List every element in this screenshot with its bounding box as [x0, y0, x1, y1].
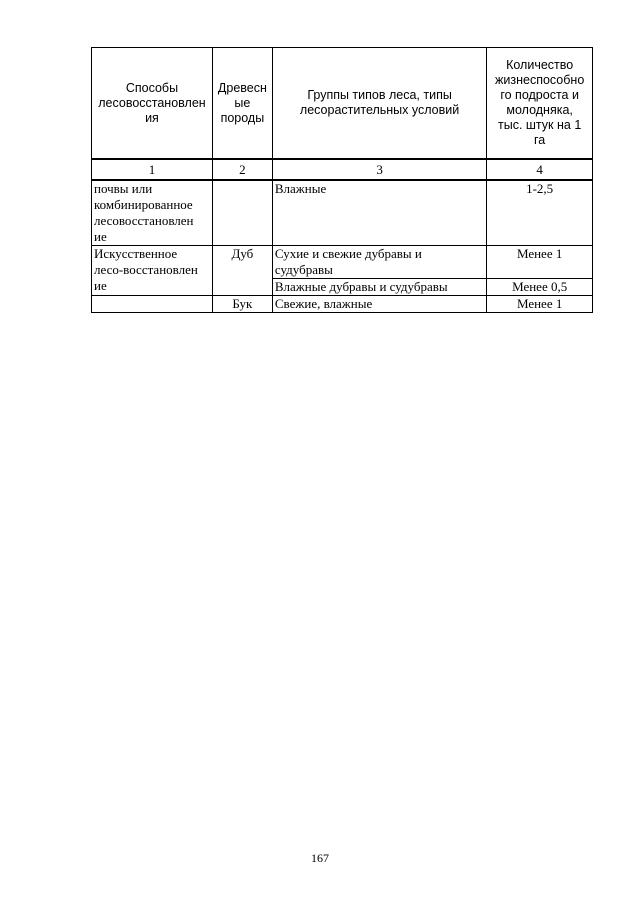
column-number: 4 [487, 159, 593, 180]
header-cell-species: Древесн ые породы [212, 48, 272, 160]
method-cell: почвы или комбинированное лесовосстановлен ие [92, 180, 213, 246]
conditions-cell: Влажные дубравы и судубравы [272, 279, 486, 296]
quantity-cell: Менее 1 [487, 296, 593, 313]
method-cell [92, 296, 213, 313]
quantity-cell: Менее 0,5 [487, 279, 593, 296]
column-number: 2 [212, 159, 272, 180]
header-cell-forest-types: Группы типов леса, типы лесорастительных условий [272, 48, 486, 160]
species-cell: Бук [212, 296, 272, 313]
table-row [92, 180, 593, 246]
header-cell-quantity: Количество жизнеспособно го подроста и молодняка, тыс. штук на 1 га [487, 48, 593, 160]
table-row [92, 246, 593, 279]
page-number: 167 [311, 851, 329, 865]
header-cell-methods: Способы лесовосстановлен ия [92, 48, 213, 160]
species-cell [212, 180, 272, 246]
column-number: 1 [92, 159, 213, 180]
table-header-row [92, 48, 593, 160]
quantity-cell: 1-2,5 [487, 180, 593, 246]
conditions-cell: Свежие, влажные [272, 296, 486, 313]
table-row [92, 296, 593, 313]
column-number-row [92, 159, 593, 180]
species-cell: Дуб [212, 246, 272, 296]
conditions-cell: Влажные [272, 180, 486, 246]
conditions-cell: Сухие и свежие дубравы и судубравы [272, 246, 486, 279]
quantity-cell: Менее 1 [487, 246, 593, 279]
column-number: 3 [272, 159, 486, 180]
forest-regeneration-table [91, 47, 593, 313]
method-cell: Искусственное лесо-восстановлен ие [92, 246, 213, 296]
